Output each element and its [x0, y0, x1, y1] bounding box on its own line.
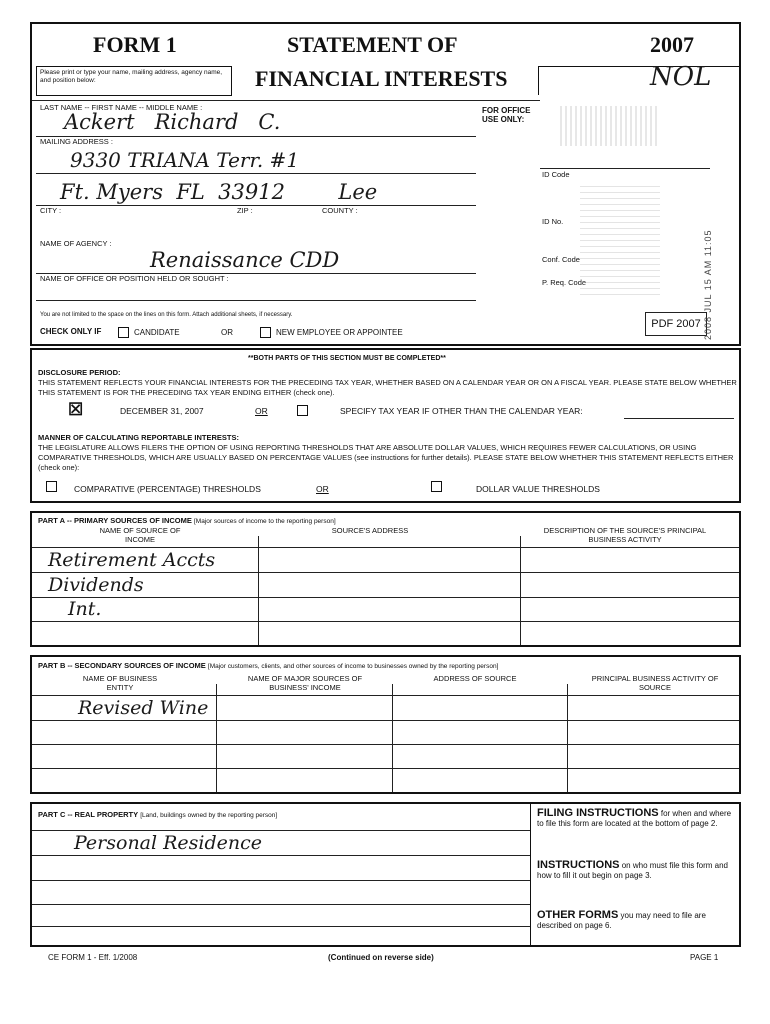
- part-a-col2-header: SOURCE'S ADDRESS: [331, 526, 409, 535]
- disclosure-section: [30, 348, 741, 503]
- print-instructions: Please print or type your name, mailing address, agency name, and position below:: [40, 69, 223, 84]
- part-b-row-1: Revised Wine: [78, 697, 209, 719]
- other-forms-text: you may need to file are described on page 6.: [537, 911, 706, 930]
- other-tax-year-checkbox[interactable]: [297, 405, 308, 416]
- pdf-year-box: [645, 312, 707, 336]
- dec31-label: DECEMBER 31, 2007: [120, 406, 204, 416]
- new-employee-checkbox[interactable]: [260, 327, 271, 338]
- part-b-col3-header: ADDRESS OF SOURCE: [433, 674, 517, 683]
- part-b-title-text: PART B -- SECONDARY SOURCES OF INCOME: [38, 661, 206, 670]
- part-b-subtitle: [Major customers, clients, and other sources of income to businesses owned by the reporting person]: [207, 663, 499, 670]
- filing-instructions: [537, 808, 737, 829]
- id-no-label: ID No.: [542, 217, 564, 226]
- part-a-rule-1: [32, 572, 739, 573]
- part-b-rule-1: [32, 720, 739, 721]
- office-use-rule: [540, 168, 710, 169]
- name-label: LAST NAME -- FIRST NAME -- MIDDLE NAME :: [40, 103, 203, 112]
- city-label: CITY :: [40, 206, 62, 215]
- office-rule: [36, 300, 476, 301]
- filing-instructions-title: FILING INSTRUCTIONS: [537, 807, 659, 819]
- check-only-label: CHECK ONLY IF: [40, 327, 102, 336]
- candidate-label: CANDIDATE: [134, 328, 180, 337]
- pdf-year-label: PDF 2007: [651, 318, 701, 330]
- part-b-rule-0: [32, 695, 739, 696]
- part-c-rule-2: [32, 880, 530, 881]
- part-b-rule-3: [32, 768, 739, 769]
- form-number: FORM 1: [93, 32, 177, 57]
- handwritten-stamp-code: NOL: [650, 62, 712, 92]
- part-a-divider-1: [258, 536, 259, 645]
- address-line1-rule: [36, 173, 476, 174]
- header-rule: [32, 100, 540, 101]
- zip-label: ZIP :: [237, 206, 253, 215]
- specify-tax-year-line[interactable]: [624, 418, 734, 419]
- part-a-row-1: Retirement Accts: [48, 549, 216, 571]
- mailing-address-label: MAILING ADDRESS :: [40, 137, 113, 146]
- agency-value: Renaissance CDD: [150, 248, 340, 272]
- part-a-title: [38, 516, 336, 525]
- disclosure-period-title: DISCLOSURE PERIOD:: [38, 368, 121, 377]
- part-a-col1-header: NAME OF SOURCE OF INCOME: [99, 526, 181, 544]
- who-must-file-instructions: [537, 860, 737, 881]
- address-line1: 9330 TRIANA Terr. #1: [70, 148, 300, 172]
- part-c-rule-3: [32, 904, 530, 905]
- specify-tax-year-label: SPECIFY TAX YEAR IF OTHER THAN THE CALENDAR YEAR:: [340, 406, 583, 416]
- other-forms-instructions: [537, 910, 737, 931]
- agency-label: NAME OF AGENCY :: [40, 239, 112, 248]
- office-use-line2: USE ONLY:: [482, 115, 525, 124]
- name-value: Ackert Richard C.: [64, 110, 281, 134]
- part-c-divider: [530, 804, 531, 945]
- print-instructions-box: [36, 66, 232, 96]
- part-b-divider-1: [216, 684, 217, 792]
- dec31-checkbox-x[interactable]: ☒: [68, 400, 84, 419]
- footer-continued: (Continued on reverse side): [328, 953, 434, 962]
- manner-text: THE LEGISLATURE ALLOWS FILERS THE OPTION OF USING REPORTING THRESHOLDS THAT ARE ABSOLUTE DOLLAR VALUES, WHICH REQUIRES FEWER CALCULATIONS, OR USING COMPARATIVE THRESHOLDS, WHICH ARE USUALLY BASED ON PERCENTAGE VALUES (see instructions for further details). PLEASE STATE BELOW WHETHER THIS STATEMENT REFLECTS EITHER (check one):: [38, 443, 734, 472]
- address-line2: Ft. Myers FL 33912 Lee: [60, 180, 378, 204]
- form-title-line1: STATEMENT OF: [287, 32, 458, 57]
- county-label: COUNTY :: [322, 206, 358, 215]
- office-use-line1: FOR OFFICE: [482, 106, 531, 115]
- new-employee-label: NEW EMPLOYEE OR APPOINTEE: [276, 328, 403, 337]
- part-a-col3-header: DESCRIPTION OF THE SOURCE'S PRINCIPAL BUSINESS ACTIVITY: [543, 526, 707, 544]
- or-label-3: OR: [316, 484, 329, 494]
- disclosure-period-text: THIS STATEMENT REFLECTS YOUR FINANCIAL INTERESTS FOR THE PRECEDING TAX YEAR, WHETHER BASED ON A CALENDAR YEAR OR ON A FISCAL YEAR. PLEASE STATE BELOW WHETHER THIS STATEMENT IS FOR THE PRECEDING TAX YEAR ENDING EITHER (check one).: [38, 378, 737, 397]
- part-b-divider-3: [567, 684, 568, 792]
- form-title-line2: FINANCIAL INTERESTS: [255, 66, 508, 91]
- candidate-checkbox[interactable]: [118, 327, 129, 338]
- part-c-title-text: PART C -- REAL PROPERTY: [38, 810, 139, 819]
- part-a-rule-0: [32, 547, 739, 548]
- who-must-file-title: INSTRUCTIONS: [537, 859, 620, 871]
- received-side-stamp: 2008 JUL 15 AM 11:05: [703, 229, 713, 340]
- part-a-row-3: Int.: [68, 598, 102, 620]
- part-b-col4-header: PRINCIPAL BUSINESS ACTIVITY OF SOURCE: [591, 674, 719, 692]
- part-b-col2-header: NAME OF MAJOR SOURCES OF BUSINESS' INCOME: [247, 674, 363, 692]
- who-must-file-text: on who must file this form and how to fill it out begin on page 3.: [537, 861, 729, 880]
- or-label-2: OR: [255, 406, 268, 416]
- footer-page: PAGE 1: [690, 953, 719, 962]
- part-a-rule-2: [32, 597, 739, 598]
- dollar-value-checkbox[interactable]: [431, 481, 442, 492]
- part-c-rule-4: [32, 926, 530, 927]
- form-year: 2007: [650, 32, 694, 57]
- or-label-1: OR: [221, 328, 233, 337]
- comparative-label: COMPARATIVE (PERCENTAGE) THRESHOLDS: [74, 484, 261, 494]
- part-c-row-1: Personal Residence: [74, 832, 263, 854]
- part-c-subtitle: [Land, buildings owned by the reporting person]: [140, 812, 278, 819]
- part-b-rule-2: [32, 744, 739, 745]
- office-use-label: [482, 106, 530, 124]
- dollar-value-label: DOLLAR VALUE THRESHOLDS: [476, 484, 600, 494]
- part-a-rule-3: [32, 621, 739, 622]
- part-b-col1-header: NAME OF BUSINESS ENTITY: [82, 674, 158, 692]
- both-parts-note: **BOTH PARTS OF THIS SECTION MUST BE COMPLETED**: [248, 355, 446, 362]
- part-a-subtitle: [Major sources of income to the reporting person]: [194, 518, 336, 525]
- id-code-label: ID Code: [542, 170, 570, 179]
- p-req-code-label: P. Req. Code: [542, 278, 587, 287]
- part-a-divider-2: [520, 536, 521, 645]
- part-a-row-2: Dividends: [48, 574, 144, 596]
- filing-instructions-text: for when and where to file this form are located at the bottom of page 2.: [537, 809, 732, 828]
- part-a-title-text: PART A -- PRIMARY SOURCES OF INCOME: [38, 516, 192, 525]
- manner-title: MANNER OF CALCULATING REPORTABLE INTERESTS:: [38, 433, 239, 442]
- conf-code-label: Conf. Code: [542, 255, 580, 264]
- other-forms-title: OTHER FORMS: [537, 909, 619, 921]
- office-label: NAME OF OFFICE OR POSITION HELD OR SOUGHT :: [40, 274, 229, 283]
- footer-form-id: CE FORM 1 - Eff. 1/2008: [48, 953, 138, 962]
- part-b-title: [38, 661, 498, 670]
- part-c-rule-1: [32, 855, 530, 856]
- address-line2-rule: [36, 205, 476, 206]
- part-c-rule-0: [32, 830, 530, 831]
- part-b-divider-2: [392, 684, 393, 792]
- part-c-title: [38, 810, 277, 819]
- office-stamp-block-2: [580, 185, 660, 295]
- not-limited-note: You are not limited to the space on the lines on this form. Attach additional sheets, if necessary.: [40, 312, 293, 318]
- office-stamp-block: [560, 106, 660, 146]
- comparative-checkbox[interactable]: [46, 481, 57, 492]
